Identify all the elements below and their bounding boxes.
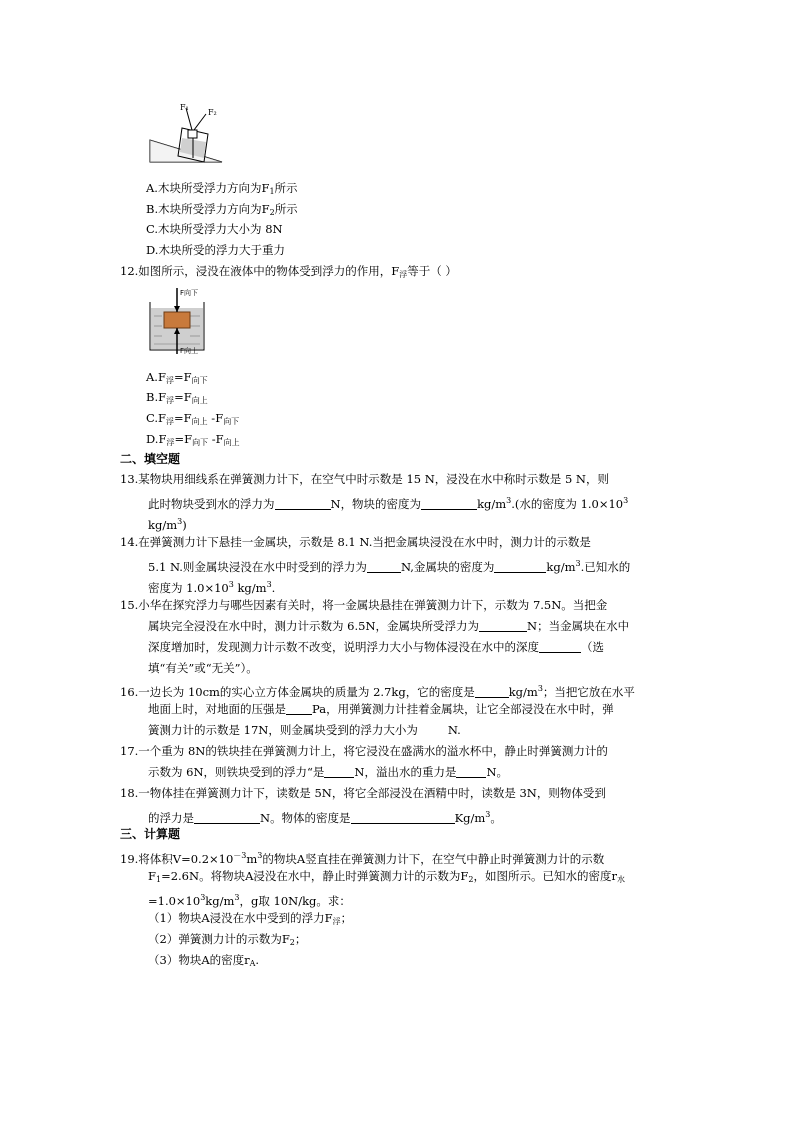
q17-line2: 示数为 6N，则铁块受到的浮力“是 N，溢出水的重力是 N。 (148, 765, 509, 779)
q14-line3: 密度为 $1.0\times 10^3$ $kg/m^3$. (148, 580, 276, 595)
q16-line1: 16.一边长为 10cm的实心立方体金属块的质量为 2.7kg，它的密度是 $kg/m^3$；当把它放在水平 (120, 684, 635, 699)
q19-line3: $=1.0\times 10^3kg/m^3$，g取 10N/kg。求： (148, 893, 351, 908)
q11-option-c: C.木块所受浮力大小为 8N (146, 222, 283, 236)
q19-part2: （2）弹簧测力计的示数为$F_2$； (148, 932, 307, 947)
q19-line2: $F_1=2.6N$。将物块A浸没在水中，静止时弹簧测力计的示数为$F_2$，如图所示。已知水的密度$r_水$ (148, 869, 625, 884)
q17-line1: 17.一个重为 8N的铁块挂在弹簧测力计上，将它浸没在盛满水的溢水杯中，静止时弹簧测力计的 (120, 744, 608, 758)
q18-blank-2[interactable] (351, 811, 455, 824)
q12-option-b: $B.F_浮=F_{向上}$ (146, 390, 208, 405)
q18-blank-1[interactable] (194, 811, 260, 824)
q19-part1: （1）物块A浸没在水中受到的浮力$F_浮$； (148, 911, 353, 926)
q12-option-c: $C.F_浮=F_{向上}$ $-F_{向下}$ (146, 411, 240, 426)
incline-figure (148, 100, 224, 164)
section-fill-in-heading: 二、填空题 (120, 452, 181, 466)
q18-line2: 的浮力是 N。物体的密度是 $Kg/m^3$。 (148, 810, 502, 825)
q13-blank-1[interactable] (275, 497, 331, 510)
q15-line4: 填“有关”或“无关”）。 (148, 661, 258, 675)
q14-blank-2[interactable] (494, 560, 546, 573)
q16-blank-1[interactable] (475, 685, 509, 698)
q13-line1: 13.某物块用细线系在弹簧测力计下，在空气中时示数是 15 N，浸没在水中称时示数是 5 N，则 (120, 472, 609, 486)
q11-option-b: B.木块所受浮力方向为$F_2$所示 (146, 202, 298, 217)
section-calc-heading: 三、计算题 (120, 827, 181, 841)
q11-option-d: D.木块所受的浮力大于重力 (146, 243, 285, 257)
f-down-label: F向下 (180, 289, 199, 297)
q16-blank-2[interactable] (286, 702, 312, 715)
immersed-block-figure (148, 286, 206, 356)
q15-line2: 属块完全浸没在水中时，测力计示数为 6.5N，金属块所受浮力为 N；当金属块在水中 (148, 619, 630, 633)
q12-stem: 12.如图所示，浸没在液体中的物体受到浮力的作用，$F_浮$等于（ ） (120, 264, 457, 279)
q17-blank-1[interactable] (324, 765, 354, 778)
q13-line2: 此时物块受到水的浮力为 N，物块的密度为 $kg/m^3$.(水的密度为 $1.0\times 10^3$ (148, 496, 629, 511)
q15-blank-1[interactable] (479, 619, 527, 632)
q15-line1: 15.小华在探究浮力与哪些因素有关时，将一金属块悬挂在弹簧测力计下，示数为 7.5N。当把金 (120, 598, 608, 612)
q11-option-a: A.木块所受浮力方向为$F_1$所示 (146, 181, 298, 196)
f1-label: F₁ (180, 103, 189, 112)
q19-part3: （3）物块A的密度$r_A$. (148, 953, 260, 968)
q13-blank-2[interactable] (421, 497, 477, 510)
q15-blank-2[interactable] (539, 640, 581, 653)
q13-line3: $kg/m^3$) (148, 517, 187, 532)
q15-line3: 深度增加时，发现测力计示数不改变，说明浮力大小与物体浸没在水中的深度 （选 (148, 640, 604, 654)
f2-label: F₂ (208, 108, 217, 117)
q14-line1: 14.在弹簧测力计下悬挂一金属块，示数是 8.1 N.当把金属块浸没在水中时，测力计的示数是 (120, 535, 591, 549)
f-up-label: F向上 (180, 347, 199, 355)
q19-line1: 19.将体积$V=0.2\times 10^{-3}m^3$的物块A竖直挂在弹簧测力计下，在空气中静止时弹簧测力计的示数 (120, 851, 605, 866)
q17-blank-2[interactable] (456, 765, 486, 778)
q14-blank-1[interactable] (367, 560, 401, 573)
q12-option-d: $D.F_浮=F_{向下}$ $-F_{向上}$ (146, 432, 240, 447)
q18-line1: 18.一物体挂在弹簧测力计下，读数是 5N，将它全部浸没在酒精中时，读数是 3N，则物体受到 (120, 786, 606, 800)
q16-line2: 地面上时，对地面的压强是 Pa，用弹簧测力计挂着金属块，让它全部浸没在水中时，弹 (148, 702, 614, 716)
q12-option-a: $A.F_浮=F_{向下}$ (146, 370, 208, 385)
q16-line3: 簧测力计的示数是 17N，则金属块受到的浮力大小为 N. (148, 723, 461, 737)
q14-line2: 5.1 N.则金属块浸没在水中时受到的浮力为 N,金属块的密度为 $kg/m^3$.已知水的 (148, 559, 631, 574)
